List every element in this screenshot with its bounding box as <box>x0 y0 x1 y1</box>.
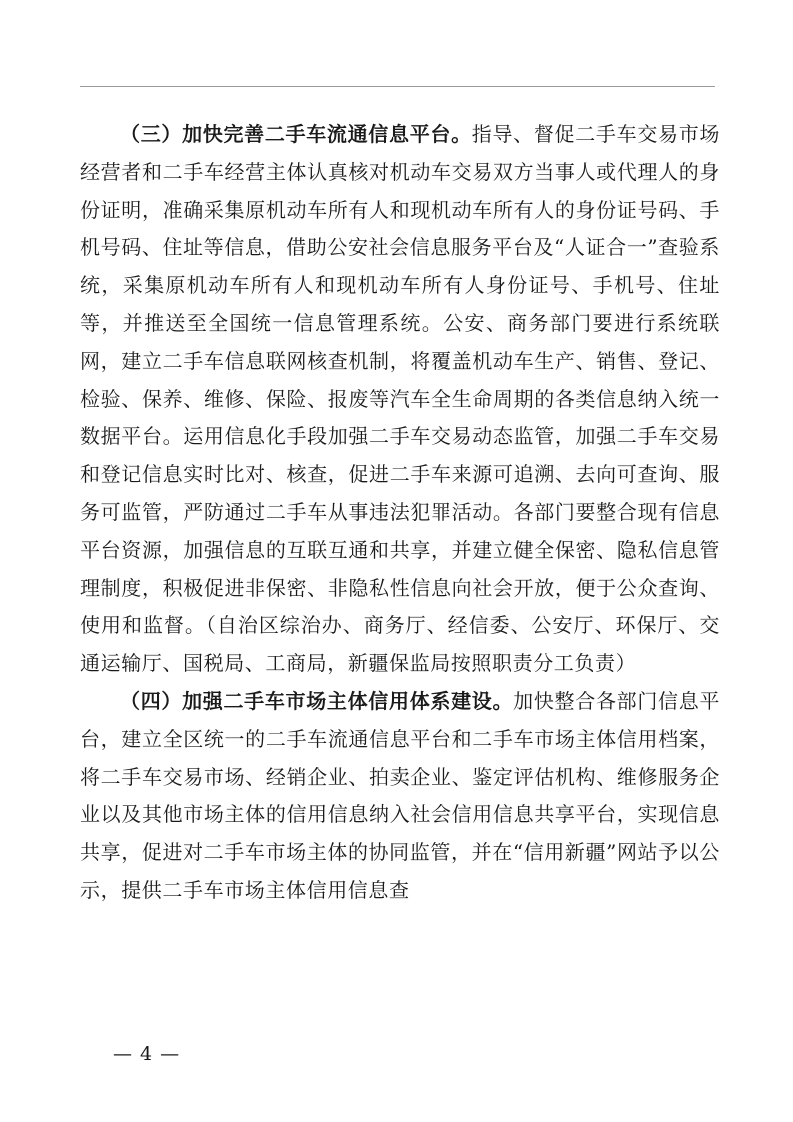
section-3-text: 指导、督促二手车交易市场经营者和二手车经营主体认真核对机动车交易双方当事人或代理人的身份证明，准确采集原机动车所有人和现机动车所有人的身份证号码、手机号码、住址等信息，借助公安社会信息服务平台及“人证合一”查验系统，采集原机动车所有人和现机动车所有人身份证号、手机号、住址等，并推送至全国统一信息管理系统。公安、商务部门要进行系统联网，建立二手车信息联网核查机制，将覆盖机动车生产、销售、登记、检验、保养、维修、保险、报废等汽车全生命周期的各类信息纳入统一数据平台。运用信息化手段加强二手车交易动态监管，加强二手车交易和登记信息实时比对、核查，促进二手车来源可追溯、去向可查询、服务可监管，严防通过二手车从事违法犯罪活动。各部门要整合现有信息平台资源，加强信息的互联互通和共享，并建立健全保密、隐私信息管理制度，积极促进非保密、非隐私性信息向社会开放，便于公众查询、使用和监督。（自治区综治办、商务厅、经信委、公安厅、环保厅、交通运输厅、国税局、工商局，新疆保监局按照职责分工负责） <box>80 122 721 676</box>
section-3-heading: （三）加快完善二手车流通信息平台。 <box>120 122 472 146</box>
paragraph-section-3 <box>80 116 720 683</box>
header-rule <box>80 86 715 87</box>
document-body <box>80 116 720 910</box>
section-4-heading: （四）加强二手车市场主体信用体系建设。 <box>120 688 514 713</box>
page-number: — 4 — <box>113 1043 181 1065</box>
section-4-text: 加快整合各部门信息平台，建立全区统一的二手车流通信息平台和二手车市场主体信用档案，将二手车交易市场、经销企业、拍卖企业、鉴定评估机构、维修服务企业以及其他市场主体的信用信息纳入社会信用信息共享平台，实现信息共享，促进对二手车市场主体的协同监管，并在“信用新疆”网站予以公示，提供二手车市场主体信用信息查 <box>80 688 721 902</box>
paragraph-section-4 <box>80 683 720 910</box>
